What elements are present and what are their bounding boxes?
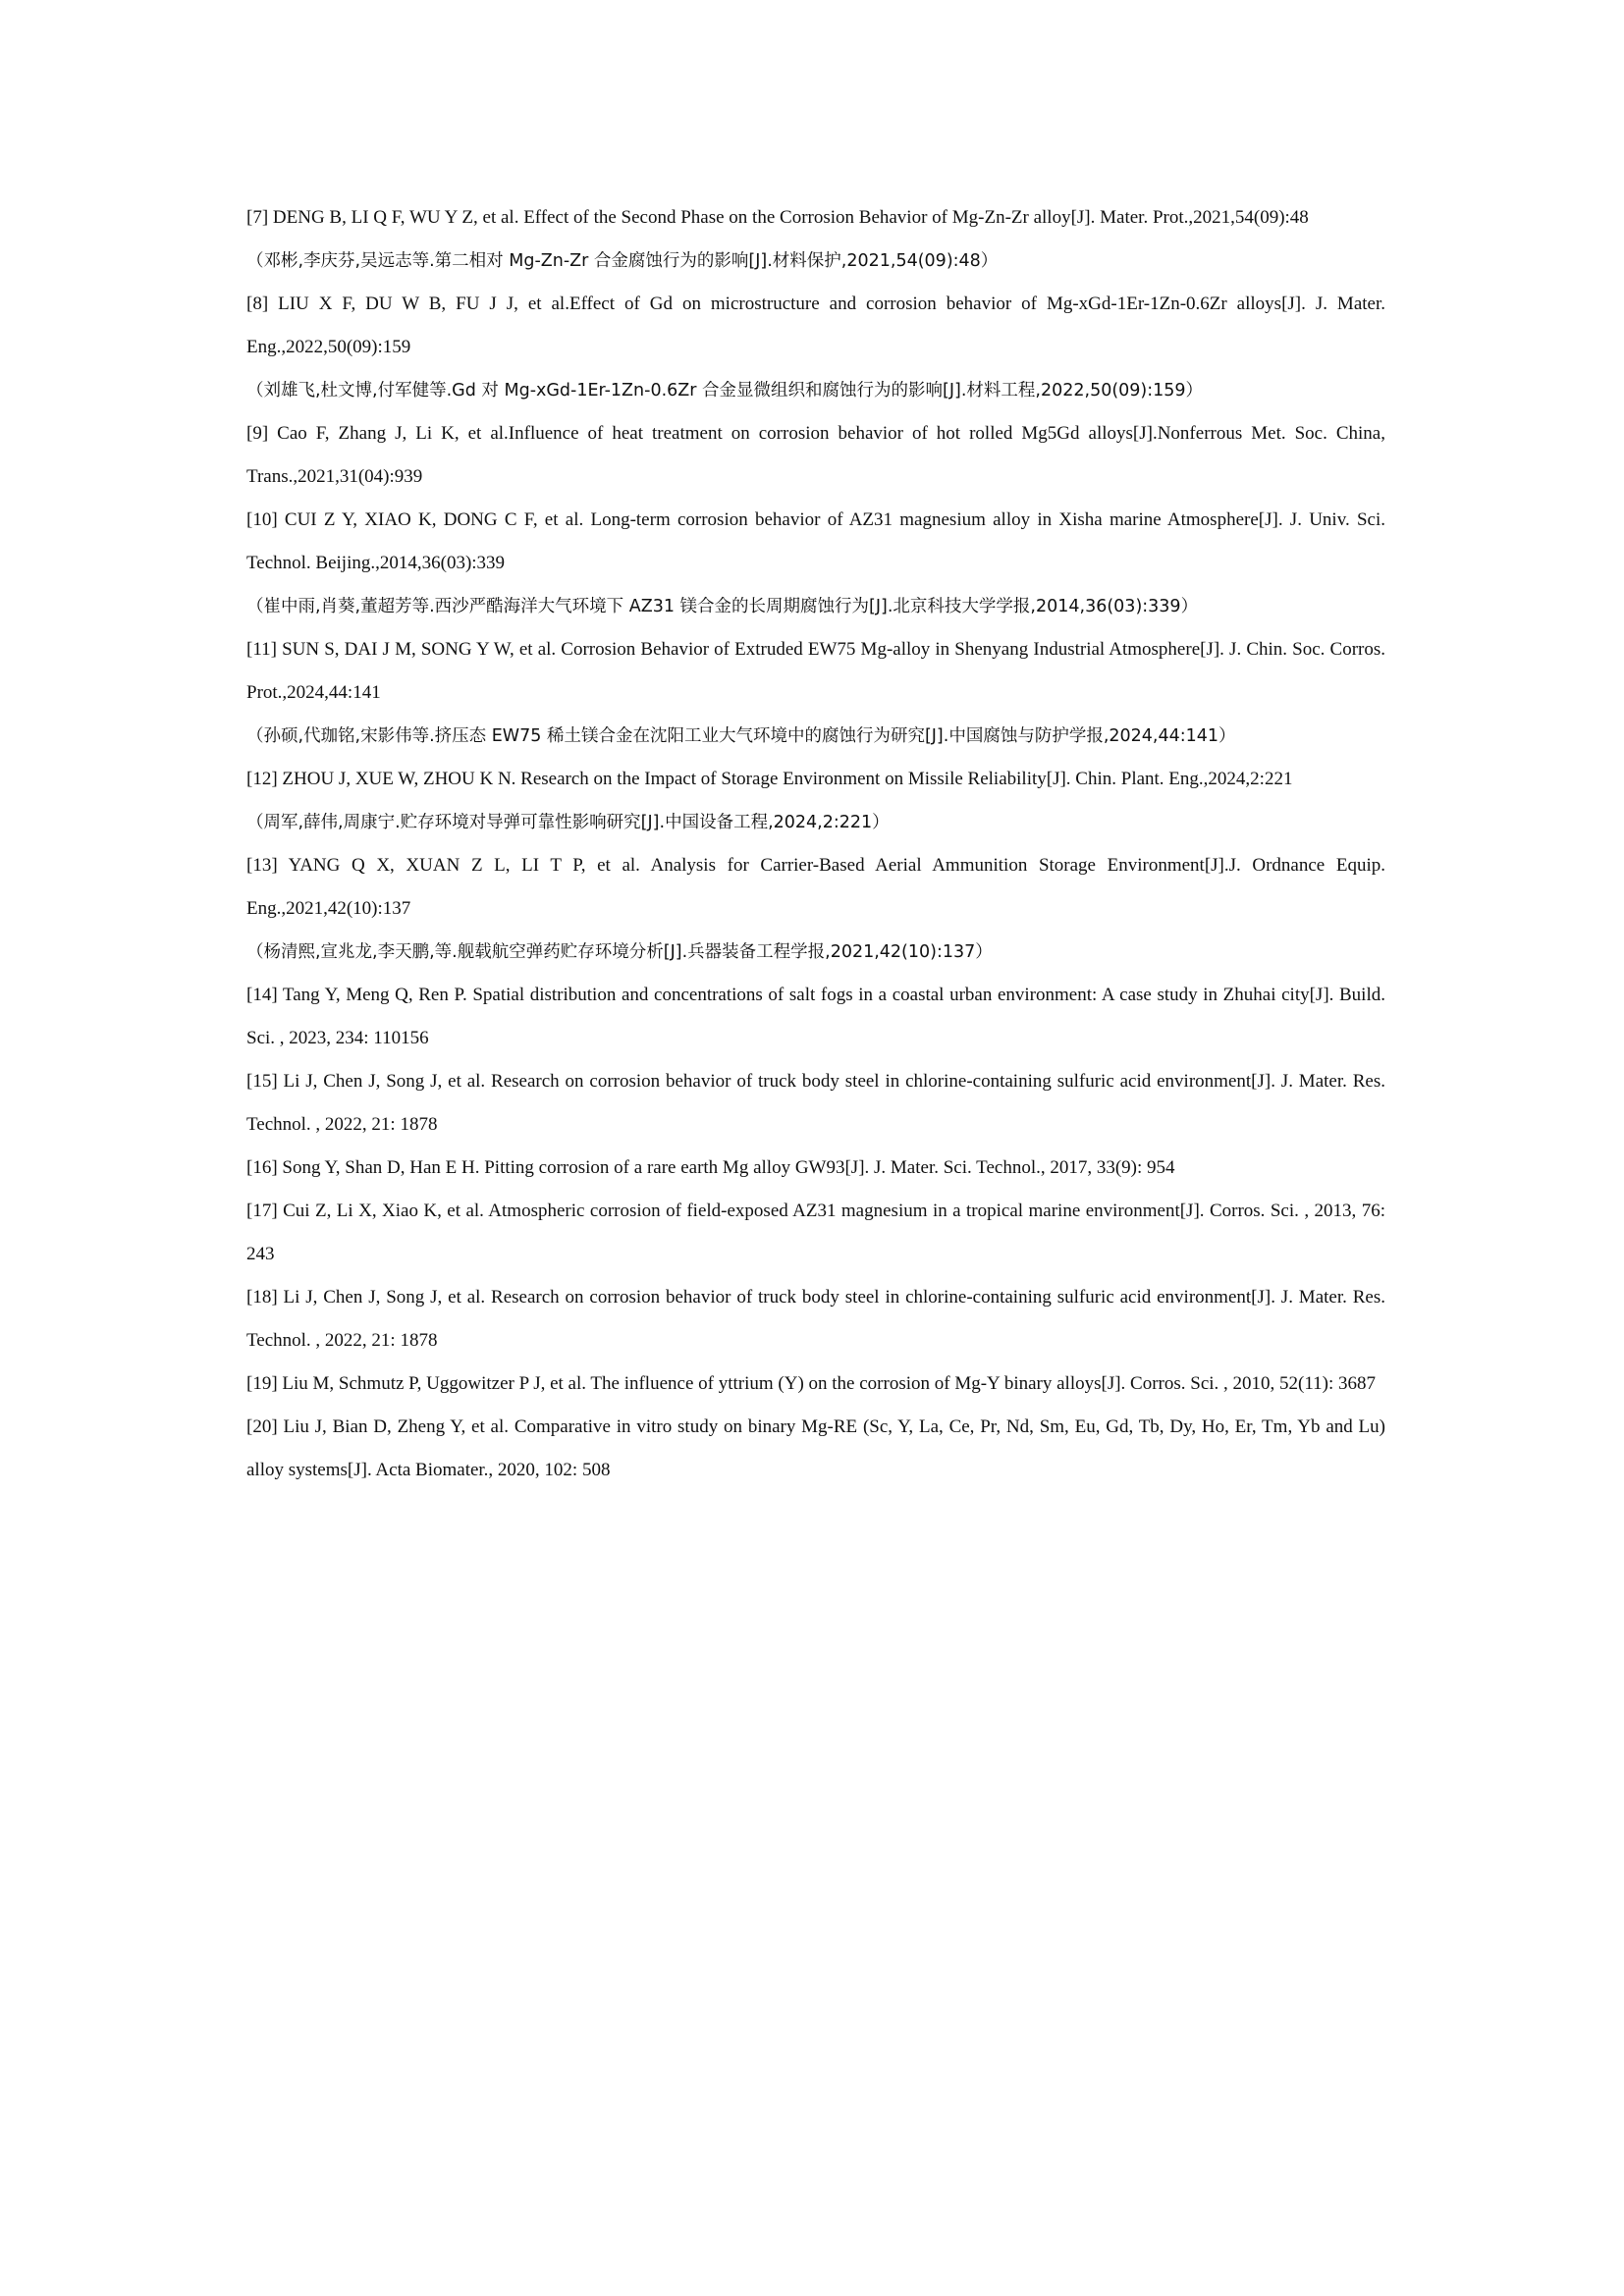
reference-13-chinese: （杨清熙,宣兆龙,李天鹏,等.舰载航空弹药贮存环境分析[J].兵器装备工程学报,2021,42(10):137）	[246, 942, 993, 962]
reference-10-chinese: （崔中雨,肖葵,董超芳等.西沙严酷海洋大气环境下 AZ31 镁合金的长周期腐蚀行为[J].北京科技大学学报,2014,36(03):339）	[246, 597, 1199, 616]
reference-16: [16] Song Y, Shan D, Han E H. Pitting corrosion of a rare earth Mg alloy GW93[J]. J. Mater. Sci. Technol., 2017, 33(9): 954	[246, 1157, 1175, 1178]
reference-15: [15] Li J, Chen J, Song J, et al. Research on corrosion behavior of truck body steel in chlorine-containing sulfuric acid environment[J]. J. Mater. Res. Technol. , 2022, 21: 1878	[246, 1071, 1385, 1135]
reference-11: [11] SUN S, DAI J M, SONG Y W, et al. Corrosion Behavior of Extruded EW75 Mg-alloy in Shenyang Industrial Atmosphere[J]. J. Chin. Soc. Corros. Prot.,2024,44:141	[246, 639, 1385, 703]
reference-12-chinese: （周军,薛伟,周康宁.贮存环境对导弹可靠性影响研究[J].中国设备工程,2024,2:221）	[246, 813, 890, 832]
reference-8-chinese: （刘雄飞,杜文博,付军健等.Gd 对 Mg-xGd-1Er-1Zn-0.6Zr 合金显微组织和腐蚀行为的影响[J].材料工程,2022,50(09):159）	[246, 381, 1204, 400]
reference-12: [12] ZHOU J, XUE W, ZHOU K N. Research on the Impact of Storage Environment on Missile Reliability[J]. Chin. Plant. Eng.,2024,2:221	[246, 769, 1293, 789]
reference-11-chinese: （孙硕,代珈铭,宋影伟等.挤压态 EW75 稀土镁合金在沈阳工业大气环境中的腐蚀行为研究[J].中国腐蚀与防护学报,2024,44:141）	[246, 726, 1236, 746]
reference-9: [9] Cao F, Zhang J, Li K, et al.Influence of heat treatment on corrosion behavior of hot rolled Mg5Gd alloys[J].Nonferrous Met. Soc. China, Trans.,2021,31(04):939	[246, 423, 1385, 487]
reference-14: [14] Tang Y, Meng Q, Ren P. Spatial distribution and concentrations of salt fogs in a coastal urban environment: A case study in Zhuhai city[J]. Build. Sci. , 2023, 234: 110156	[246, 985, 1385, 1048]
reference-7: [7] DENG B, LI Q F, WU Y Z, et al. Effect of the Second Phase on the Corrosion Behavior of Mg-Zn-Zr alloy[J]. Mater. Prot.,2021,54(09):48	[246, 207, 1309, 228]
reference-20: [20] Liu J, Bian D, Zheng Y, et al. Comparative in vitro study on binary Mg-RE (Sc, Y, La, Ce, Pr, Nd, Sm, Eu, Gd, Tb, Dy, Ho, Er, Tm, Yb and Lu) alloy systems[J]. Acta Biomater., 2020, 102: 508	[246, 1416, 1385, 1480]
reference-13: [13] YANG Q X, XUAN Z L, LI T P, et al. Analysis for Carrier-Based Aerial Ammunition Storage Environment[J].J. Ordnance Equip. Eng.,2021,42(10):137	[246, 855, 1385, 919]
reference-list	[246, 196, 1385, 1492]
reference-10: [10] CUI Z Y, XIAO K, DONG C F, et al. Long-term corrosion behavior of AZ31 magnesium alloy in Xisha marine Atmosphere[J]. J. Univ. Sci. Technol. Beijing.,2014,36(03):339	[246, 509, 1385, 573]
reference-19: [19] Liu M, Schmutz P, Uggowitzer P J, et al. The influence of yttrium (Y) on the corrosion of Mg-Y binary alloys[J]. Corros. Sci. , 2010, 52(11): 3687	[246, 1373, 1377, 1394]
reference-18: [18] Li J, Chen J, Song J, et al. Research on corrosion behavior of truck body steel in chlorine-containing sulfuric acid environment[J]. J. Mater. Res. Technol. , 2022, 21: 1878	[246, 1287, 1385, 1351]
reference-17: [17] Cui Z, Li X, Xiao K, et al. Atmospheric corrosion of field-exposed AZ31 magnesium in a tropical marine environment[J]. Corros. Sci. , 2013, 76: 243	[246, 1201, 1385, 1264]
reference-7-chinese: （邓彬,李庆芬,吴远志等.第二相对 Mg-Zn-Zr 合金腐蚀行为的影响[J].材料保护,2021,54(09):48）	[246, 251, 999, 271]
reference-8: [8] LIU X F, DU W B, FU J J, et al.Effect of Gd on microstructure and corrosion behavior of Mg-xGd-1Er-1Zn-0.6Zr alloys[J]. J. Mater. Eng.,2022,50(09):159	[246, 294, 1385, 357]
